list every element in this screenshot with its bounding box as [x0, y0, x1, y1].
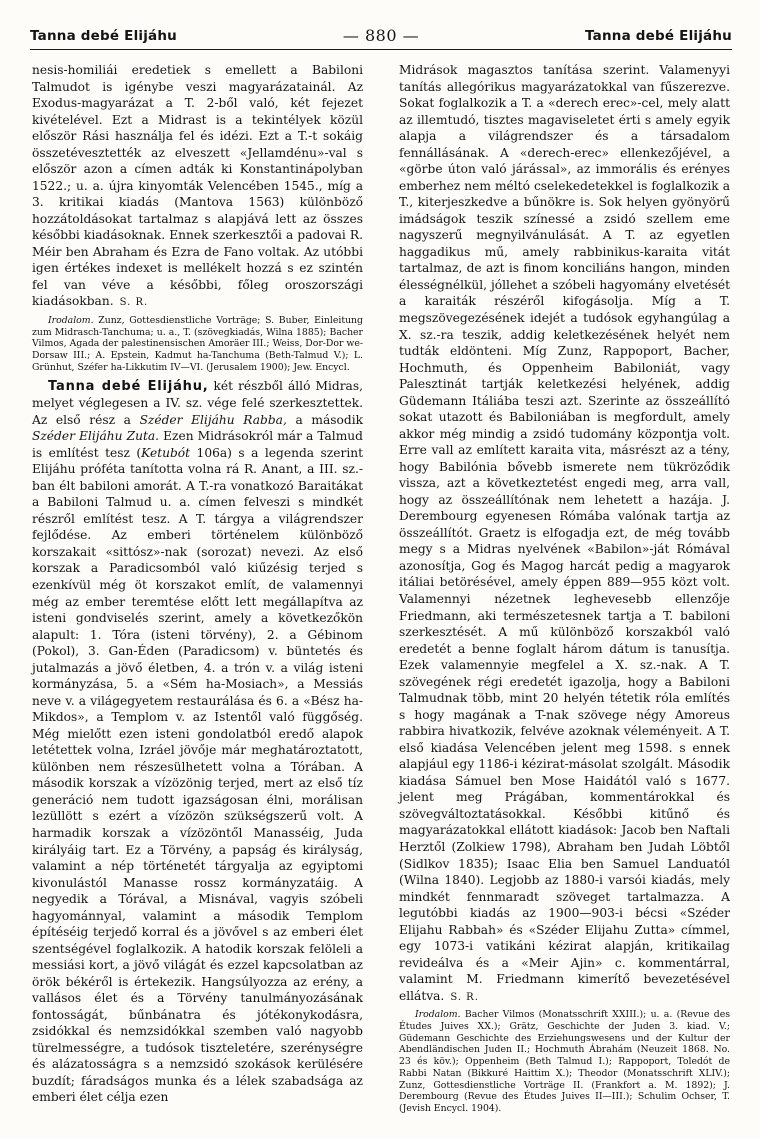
header-left-title: Tanna debé Elijáhu [30, 28, 177, 44]
left-column [32, 62, 363, 1106]
citation-ketubot: Ketubót [141, 445, 191, 460]
running-header [30, 26, 732, 48]
entry-text: Ezen Midrásokról már a Talmud is említést tesz ( [32, 429, 363, 460]
page-number: — 880 — [342, 26, 420, 45]
header-rule [30, 49, 732, 50]
paragraph-text: nesis-homiliái eredetiek s emellett a Babiloni Talmudot is igénybe veszi magyarázatainál. Az Exodus-magyarázat a T. 2-ből való, két fejezet kivételével. Ezt a Midrast is a tekintélyek közül először Rási használja fel és idézi. Ezt a T.-t sokáig összetévesztették az elveszett «Jellamdénu»-val s először azon a címen adták ki Konstantinápolyban 1522.; u. a. újra kinyomták Velencében 1545., míg a 3. kritikai kiadás (Mantova 1563) különböző hozzátoldásokat tartalmaz s alapjává lett az összes későbbi kiadásoknak. Ennek szerkesztői a padovai R. Méir ben Abraham és Ezra de Fano voltak. Az utóbbi igen értékes indexet is mellékelt hozzá s ez szintén fel van véve a későbbi, főleg oroszországi kiadásokban. [32, 63, 363, 309]
literature-label: Irodalom. [415, 1009, 461, 1021]
literature-text: Bacher Vilmos (Monatsschrift XXIII.); u. a. (Revue des Études Juives XX.); Grätz, Geschichte der Juden 3. kiad. V.; Güdemann Geschichte des Erziehungswesens und der Kultur der Abendländischen Juden II.; Hochmuth Ábrahám (Neuzeit 1868. No. 23 és köv.); Oppenheim (Beth Talmud I.); Rappoport, Toledót de Rabbi Natan (Bikkuré Haittim X.); Theodor (Monatsschrift XLIV.); Zunz, Gottesdienstliche Vorträge II. (Frankfort a. M. 1892); J. Derembourg (Revue des Études Juives II—III.); Schulim Ochser, T. (Jevish Encycl. 1904). [399, 1009, 730, 1115]
author-signature: S. R. [450, 991, 479, 1003]
literature-note [32, 315, 363, 374]
author-signature: S. R. [119, 297, 149, 309]
entry-text: 106a) s a legenda szerint Elijáhu próféta tanította volna rá R. Anant, a III. sz.-ban élt babiloni amorát. A T.-ra vonatkozó Baraitákat a Babiloni Talmud u. a. címen felveszi s mindkét részről említést tesz. A T. tárgya a világrendszer fejlődése. Az emberi történelem különböző korszakait «sittósz»-nak (sorozat) nevezi. Az első korszak a Paradicsomból való kiűzésig terjed s ezenkívül még öt korszakot említ, de valamennyi még az ember teremtése előtt lett megállapítva az isteni gondviselés szerint, amely a következőkön alapult: 1. Tóra (isteni törvény), 2. a Gébinom (Pokol), 3. Gan-Éden (Paradicsom) v. büntetés és jutalmazás a jövő életben, 4. a trón v. a világ isteni kormányzása, 5. a «Sém ha-Mosiach», a Messiás neve v. a világegyetem restaurálása és 6. a «Bész ha-Mikdos», a Templom v. az Istentől való függőség. Még mielőtt ezen isteni gondolatból eredő alapok letétettek volna, Izráel jövője már meghatároztatott, különben nem részesülhetett volna a Tórában. A második korszak a vízözönig terjed, mert az első tíz generáció nem tudott igazságosan élni, morálisan lezüllött s ezért a vízözön szükségszerű volt. A harmadik korszak a vízözöntől Manasséig, Juda királyáig tart. Ez a Törvény, a papság és királyság, valamint a nép történetét tárgyalja az egyiptomi kivonulástól Manasse rossz kormányzatáig. A negyedik a Tórával, a Misnával, vagyis szóbeli hagyománnyal, valamint a második Templom építéséig terjedő korral és a jövővel s az emberi élet szentségével foglalkozik. A hatodik korszak felöleli a messiási kort, a jövő világát és ezzel kapcsolatban az örök békéről is értekezik. Hangsúlyozza az erény, a vallásos élet és a Törvény tanulmányozásának fontosságát, bűnbánatra és jótékonykodásra, zsidókkal és nemzsidókkal szemben való nagyobb türelmességre, a tudósok tiszteletére, szerénységre és alázatosságra s a nemzsidó szokások kerülésére buzdít; fáradságos munka és a lélek szabadsága az emberi élet célja ezen [32, 445, 364, 1105]
paragraph-continuation [399, 62, 730, 1006]
right-column [399, 62, 730, 1119]
header-right-title: Tanna debé Elijáhu [585, 28, 732, 44]
entry-headword: Tanna debé Elijáhu, [48, 378, 209, 394]
entry-text: két részből álló Midras, melyet véglegesen a IV. sz. vége felé szerkesztettek. Az első rész a [32, 378, 363, 427]
entry-tanna-debe-elijahu [32, 378, 363, 1106]
work-title-rabba: Széder Elijáhu Rabba, [139, 412, 287, 427]
entry-text: a második [286, 412, 364, 427]
literature-note [399, 1009, 730, 1115]
literature-label: Irodalom. [48, 314, 94, 326]
paragraph-text: Midrások magasztos tanítása szerint. Valamenyyi tanítás allegórikus magyarázatokkal van fűszerezve. Sokat foglalkozik a T. a «derech erec»-cel, mely alatt az illemtudó, tisztes magaviseletet érti s amely egyik alapja a világrendszer és a társadalom fennállásának. A «derech-erec» ellenkezőjével, a «görbe úton való járással», az immorális és erényes emberhez nem méltó cselekedetekkel is foglalkozik a T., kiterjeszkedve a bűnökre is. Sok helyen gyönyörű imádságok teszik színessé a zsidó szellem eme nagyszerű megnyilvánulását. A T. az egyetlen haggadikus mű, amely rabbinikus-karaita vitát tartalmaz, de azt is finom konciliáns hangon, minden élességnélkül, jóllehet a szóbeli hagyomány elvetését a karaiták részéről kifogásolja. Míg a T. megszövegezésének idejét a tudósok egyhangúlag a X. sz.-ra teszik, addig keletkezésének helyét nem tudták eldönteni. Míg Zunz, Rappoport, Bacher, Hochmuth, és Oppenheim Babiloniát, vagy Palesztinát tartják keletkezési helyének, addig Güdemann Itáliába teszi azt. Szerinte az összeállító sokat utazott és Babiloniában is megfordult, amely akkor még mindig a zsidó tudomány központja volt. Erre vall az említett karaita vita, másrészt az a tény, hogy Babilónia bővebb ismerete nem tükröződik vissza, azt a következtetést engedi meg, arra vall, hogy az összeállítónak nem lehetett a hazája. J. Derembourg egyenesen Rómába valónak tartja az összeállítót. Graetz is elfogadja ezt, de még tovább megy s a Midras nyelvének «Babilon»-ját Rómával azonosítja, Gog és Magog harcát pedig a magyarok itáliai betörésével, amely éppen 889—955 közt volt. Valamennyi nézetnek leghevesebb ellenzője Friedmann, aki természetesnek tartja a T. babiloni szerkesztését. A mű különböző korszakból való eredetét a benne foglalt három dátum is tanusítja. Ezek valamennyie megfelel a X. sz.-nak. A T. szövegének régi eredetét igazolja, hogy a Babiloni Talmudnak több, mint 20 helyén tétetik róla említés s hogy magának a T-nak szövege négy Amoreus rabbira hivatkozik, felvéve azoknak véleményeit. A T. első kiadása Velencében jelent meg 1598. s ennek alapjául egy 1186-i kézirat-másolat szolgált. Második kiadása Sámuel ben Mose Haidától való s 1677. jelent meg Prágában, kommentárokkal és szövegváltoztatásokkal. Későbbi kitűnő és magyarázatokkal ellátott kiadások: Jacob ben Naftali Herztől (Zolkiew 1798), Abraham ben Judah Löbtől (Sidlkov 1835); Isaac Elia ben Samuel Landuatól (Wilna 1840). Legjobb az 1880-i varsói kiadás, mely mindkét fennmaradt szöveget tartalmazza. A legutóbbi kiadás az 1900—903-i bécsi «Széder Elijahu Rabbah» és «Széder Elijahu Zutta» címmel, egy 1073-i vatikáni kézirat alapján, kritikailag revideálva és a «Meir Ajin» c. kommentárral, valamint M. Friedmann kimerítő bevezetésével ellátva. [399, 63, 730, 1003]
literature-text: Zunz, Gottesdienstliche Vorträge; S. Buber, Einleitung zum Midrasch-Tanchuma; u. a., T. (szövegkiadás, Wilna 1885); Bacher Vilmos, Agada der palestinensischen Amoräer III.; Weiss, Dor-Dor we-Dorsaw III.; A. Epstein, Kadmut ha-Tanchuma (Beth-Talmud V.); L. Grünhut, Széfer ha-Likkutim IV—VI. (Jerusalem 1900); Jew. Encycl. [32, 314, 363, 373]
work-title-zuta: Széder Elijáhu Zuta. [32, 429, 160, 444]
paragraph-midrash-continuation [32, 62, 363, 312]
